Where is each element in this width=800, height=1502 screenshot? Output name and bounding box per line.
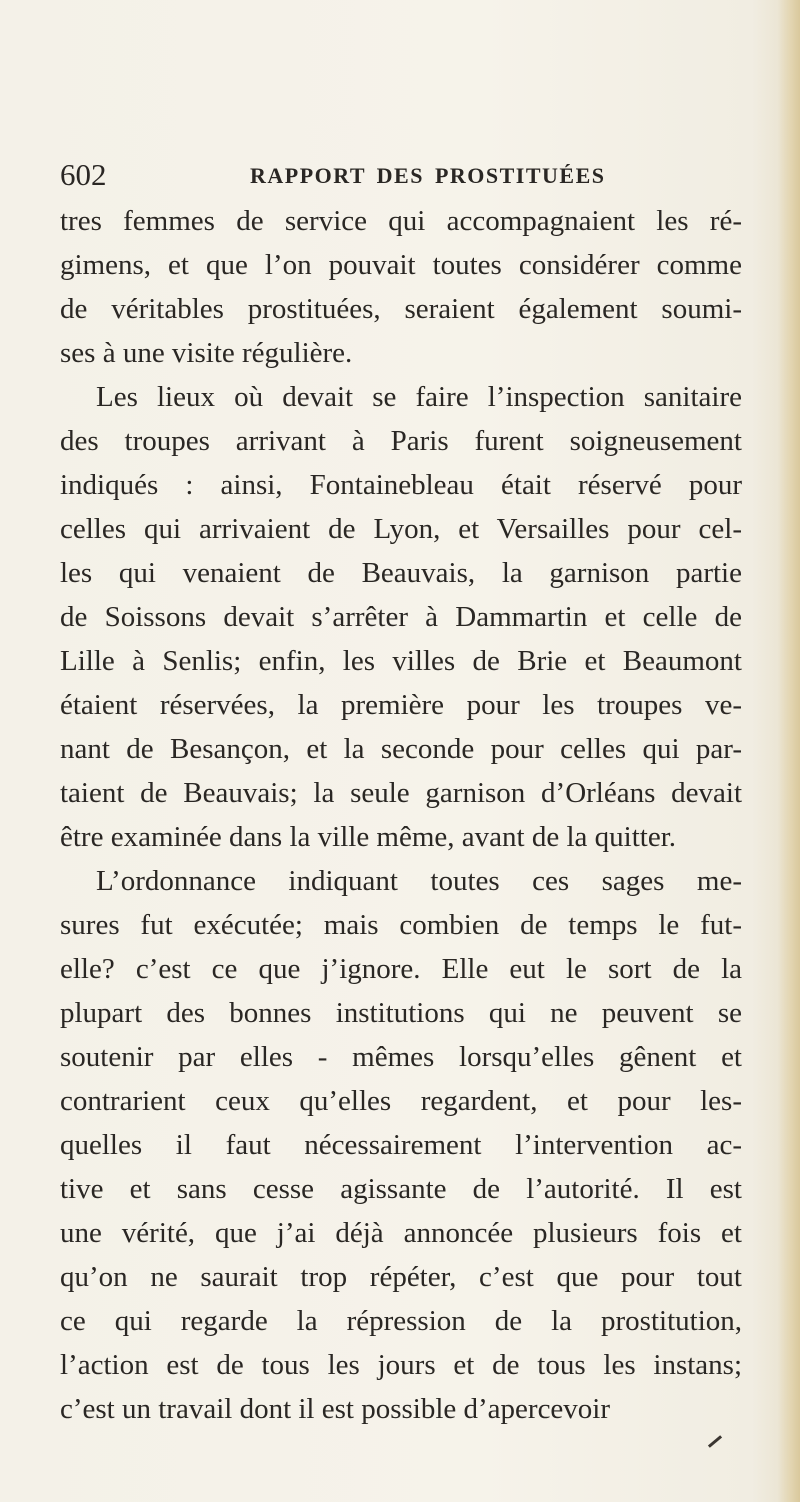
text-line: gimens, et que l’on pouvait toutes considérer comme: [60, 249, 742, 281]
text-line: L’ordonnance indiquant toutes ces sages me-: [96, 865, 742, 897]
text-line: étaient réservées, la première pour les troupes ve-: [60, 689, 742, 721]
text-line: Lille à Senlis; enfin, les villes de Brie et Beaumont: [60, 645, 742, 677]
page-number: 602: [60, 157, 107, 192]
text-line: qu’on ne saurait trop répéter, c’est que pour tout: [60, 1261, 742, 1293]
text-line: sures fut exécutée; mais combien de temps le fut-: [60, 909, 742, 941]
text-line: de véritables prostituées, seraient également soumi-: [60, 293, 742, 325]
body-text: [60, 199, 742, 1431]
text-line: être examinée dans la ville même, avant de la quitter.: [60, 821, 676, 853]
text-line: Les lieux où devait se faire l’inspection sanitaire: [96, 381, 742, 413]
text-line: soutenir par elles - mêmes lorsqu’elles gênent et: [60, 1041, 742, 1073]
text-line: indiqués : ainsi, Fontainebleau était réservé pour: [60, 469, 742, 501]
text-line: des troupes arrivant à Paris furent soigneusement: [60, 425, 742, 457]
text-line: ce qui regarde la répression de la prostitution,: [60, 1305, 742, 1337]
text-line: taient de Beauvais; la seule garnison d’Orléans devait: [60, 777, 742, 809]
printer-mark: [708, 1435, 722, 1448]
text-line: l’action est de tous les jours et de tous les instans;: [60, 1349, 742, 1381]
running-title: RAPPORT DES PROSTITUÉES: [250, 163, 606, 188]
text-line: elle? c’est ce que j’ignore. Elle eut le sort de la: [60, 953, 742, 985]
page-edge-shadow: [778, 0, 800, 1502]
text-line: une vérité, que j’ai déjà annoncée plusieurs fois et: [60, 1217, 742, 1249]
text-line: quelles il faut nécessairement l’intervention ac-: [60, 1129, 742, 1161]
page-header: [60, 157, 740, 197]
text-line: ses à une visite régulière.: [60, 337, 353, 369]
text-line: celles qui arrivaient de Lyon, et Versailles pour cel-: [60, 513, 742, 545]
text-line: contrarient ceux qu’elles regardent, et pour les-: [60, 1085, 742, 1117]
text-line: plupart des bonnes institutions qui ne peuvent se: [60, 997, 742, 1029]
text-line: tive et sans cesse agissante de l’autorité. Il est: [60, 1173, 742, 1205]
text-line: nant de Besançon, et la seconde pour celles qui par-: [60, 733, 742, 765]
text-line: c’est un travail dont il est possible d’apercevoir: [60, 1393, 611, 1425]
text-line: les qui venaient de Beauvais, la garnison partie: [60, 557, 742, 589]
text-line: tres femmes de service qui accompagnaient les ré-: [60, 205, 742, 237]
text-line: de Soissons devait s’arrêter à Dammartin et celle de: [60, 601, 742, 633]
